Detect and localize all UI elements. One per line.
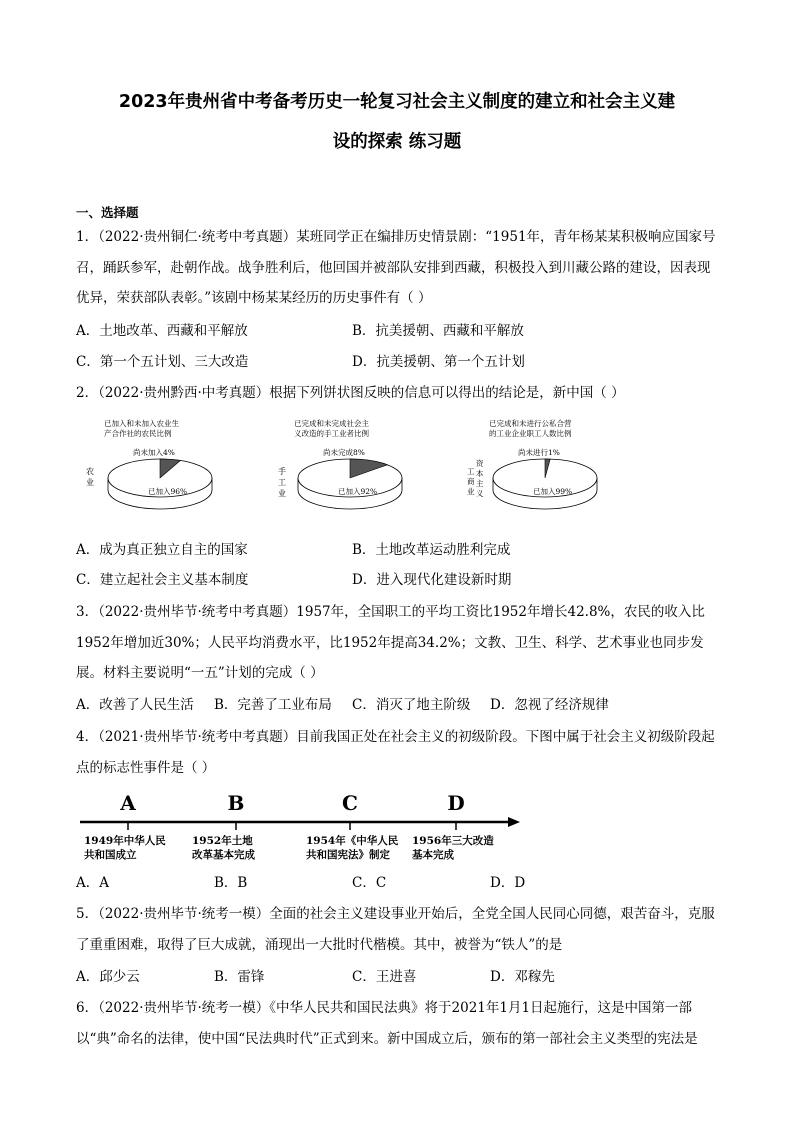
q2-option-b[interactable]: B．土地改革运动胜利完成: [352, 542, 511, 558]
pie-side-label-char: 业: [86, 478, 94, 487]
pie-small-label: 尚未加入4%: [133, 448, 175, 457]
pie-caption-line2: 的工业企业职工人数比例: [489, 429, 572, 438]
q5-option-c[interactable]: C．王进喜: [352, 969, 417, 985]
pie-caption-line1: 已加入和未加入农业生: [104, 419, 179, 428]
q3-option-b[interactable]: B．完善了工业布局: [214, 697, 332, 713]
pie-big-label: 已加入92%: [338, 487, 378, 496]
pie-side-label-char: 业: [278, 489, 286, 498]
q1-option-d[interactable]: D．抗美援朝、第一个五计划: [352, 354, 525, 370]
question-3-stem: 3．（2022·贵州毕节·统考中考真题）1957年，全国职工的平均工资比1952年增长42.8%，农民的收入比1952年增加近30%；人民平均消费水平，比1952年提高34.2%；文教、卫生、科学、艺术事业也同步发展。材料主要说明“一五”计划的完成（ ）: [76, 604, 705, 681]
pie-chart-1: [86, 418, 212, 509]
title-line-2: 设的探索 练习题: [332, 132, 462, 152]
pie-side-label-char: 商: [467, 477, 475, 486]
q4-option-c[interactable]: C．C: [352, 875, 387, 891]
pie-big-label: 已加入99%: [533, 487, 573, 496]
timeline-event-c: [306, 791, 399, 861]
q2-option-c[interactable]: C．建立起社会主义基本制度: [76, 572, 249, 588]
timeline-label-line1: 1952年土地: [192, 835, 253, 847]
q1-option-c[interactable]: C．第一个五计划、三大改造: [76, 354, 249, 370]
timeline-label-line2: 共和国宪法》制定: [306, 849, 390, 861]
pie-caption-line2: 义改造的手工业者比例: [294, 429, 369, 438]
timeline-label-line1: 1949年中华人民: [84, 835, 166, 847]
timeline-label-line2: 共和国成立: [84, 849, 137, 861]
pie-side-label-char: 业: [467, 487, 475, 496]
pie-side-label-char: 主: [476, 479, 484, 488]
pie-chart-3: [467, 418, 597, 509]
question-1-stem: 1．（2022·贵州铜仁·统考中考真题）某班同学正在编排历史情景剧：“1951年，青年杨某某积极响应国家号召，踊跃参军，赴朝作战。战争胜利后，他回国并被部队安排到西藏，积极投入到川藏公路的建设，因表现优异，荣获部队表彰。”该剧中杨某某经历的历史事件有（ ）: [76, 229, 716, 306]
pie-side-label-char: 手: [278, 467, 286, 476]
q4-option-b[interactable]: B．B: [214, 875, 248, 891]
pie-chart-2: [278, 418, 402, 509]
q4-option-a[interactable]: A．A: [76, 875, 109, 891]
q5-option-a[interactable]: A．邱少云: [76, 969, 140, 985]
pie-caption-line1: 已完成和未完成社会主: [294, 419, 369, 428]
q2-option-a[interactable]: A．成为真正独立自主的国家: [76, 542, 248, 558]
pie-caption-line2: 产合作社的农民比例: [104, 429, 172, 438]
q5-option-d[interactable]: D．邓稼先: [490, 969, 555, 985]
timeline-letter: C: [342, 791, 358, 815]
timeline-figure: [78, 788, 528, 866]
pie-big-label: 已加入96%: [148, 487, 188, 496]
timeline-event-b: [192, 791, 255, 861]
section-heading: 一、选择题: [76, 205, 139, 220]
pie-side-label-char: 农: [86, 467, 94, 476]
timeline-svg: [78, 788, 528, 866]
q3-option-a[interactable]: A．改善了人民生活: [76, 697, 194, 713]
q2-option-d[interactable]: D．进入现代化建设新时期: [352, 572, 512, 588]
timeline-label-line1: 1954年《中华人民: [306, 835, 399, 847]
timeline-event-a: [84, 791, 166, 861]
timeline-letter: A: [120, 791, 136, 815]
question-5-stem: 5．（2022·贵州毕节·统考一模）全面的社会主义建设事业开始后，全党全国人民同心同德，艰苦奋斗，克服了重重困难，取得了巨大成就，涌现出一大批时代楷模。其中，被誉为“铁人”的是: [76, 906, 715, 953]
timeline-label-line2: 基本完成: [412, 849, 454, 861]
q1-option-a[interactable]: A．土地改革、西藏和平解放: [76, 323, 248, 339]
title-line-1: 2023年贵州省中考备考历史一轮复习社会主义制度的建立和社会主义建: [118, 92, 676, 112]
pie-charts-svg: [80, 416, 720, 516]
timeline-letter: B: [227, 791, 245, 815]
pie-side-label-char: 工: [467, 467, 475, 476]
q1-option-b[interactable]: B．抗美援朝、西藏和平解放: [352, 323, 524, 339]
timeline-label-line1: 1956年三大改造: [412, 835, 494, 847]
timeline-arrow: [508, 817, 520, 827]
timeline-letter: D: [447, 791, 465, 815]
q3-option-c[interactable]: C．消灭了地主阶级: [352, 697, 471, 713]
timeline-label-line2: 改革基本完成: [192, 849, 255, 861]
pie-side-label-char: 义: [476, 489, 484, 498]
pie-caption-line1: 已完成和未进行公私合营: [489, 419, 572, 428]
q4-option-d[interactable]: D．D: [490, 875, 526, 891]
pie-side-label-char: 资: [476, 459, 484, 468]
page-title: [60, 82, 734, 162]
question-4-stem: 4．（2021·贵州毕节·统考中考真题）目前我国正处在社会主义的初级阶段。下图中属于社会主义初级阶段起点的标志性事件是（ ）: [76, 729, 715, 776]
q5-option-b[interactable]: B．雷锋: [214, 969, 265, 985]
pie-small-label: 尚未进行1%: [518, 448, 560, 457]
question-6-stem: 6．（2022·贵州毕节·统考一模）《中华人民共和国民法典》将于2021年1月1日起施行，这是中国第一部以“典”命名的法律，使中国“民法典时代”正式到来。新中国成立后，颁布的第一部社会主义类型的宪法是: [76, 1000, 698, 1047]
pie-small-label: 尚未完成8%: [323, 448, 365, 457]
pie-side-label-char: 工: [278, 478, 286, 487]
question-2-stem: 2．（2022·贵州黔西·中考真题）根据下列饼状图反映的信息可以得出的结论是，新中国（ ）: [76, 385, 625, 401]
timeline-event-d: [412, 791, 494, 861]
pie-charts-figure: [80, 416, 720, 516]
pie-side-label-char: 本: [476, 469, 484, 478]
q3-option-d[interactable]: D．忽视了经济规律: [490, 697, 609, 713]
